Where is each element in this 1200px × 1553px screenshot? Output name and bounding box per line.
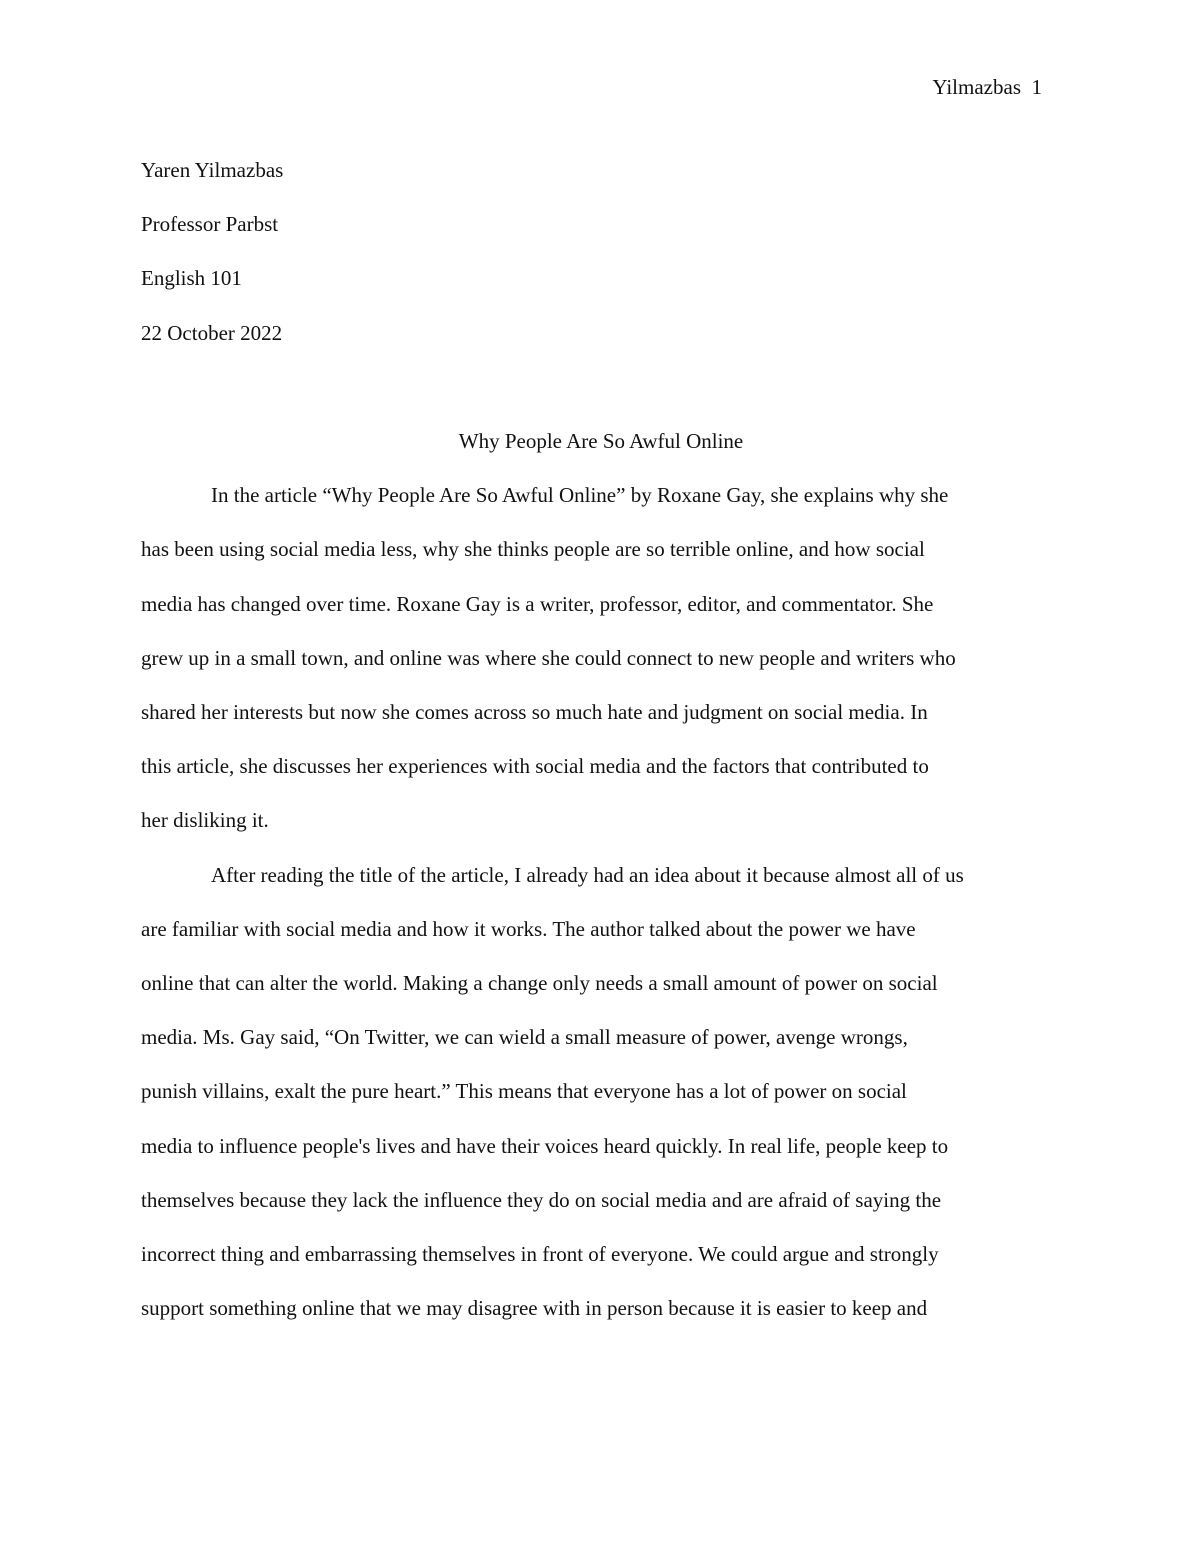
course-name: English 101 <box>141 266 242 291</box>
paragraph-line: media. Ms. Gay said, “On Twitter, we can wield a small measure of power, avenge wrongs, <box>141 1025 908 1050</box>
essay-body <box>141 143 1061 1335</box>
paragraph-line: themselves because they lack the influence they do on social media and are afraid of saying the <box>141 1187 942 1212</box>
student-name: Yaren Yilmazbas <box>141 158 284 182</box>
running-head: Yilmazbas 1 <box>932 75 1042 99</box>
paragraph-2 <box>141 848 1061 1336</box>
paragraph-line: In the article “Why People Are So Awful Online” by Roxane Gay, she explains why she <box>211 483 949 508</box>
paragraph-1 <box>141 468 1061 847</box>
paragraph-line: this article, she discusses her experiences with social media and the factors that contributed to <box>141 754 929 779</box>
essay-date: 22 October 2022 <box>141 320 283 345</box>
paragraph-line: shared her interests but now she comes across so much hate and judgment on social media. In <box>141 700 928 725</box>
paragraph-line: punish villains, exalt the pure heart.” This means that everyone has a lot of power on social <box>141 1079 907 1104</box>
paragraph-line: support something online that we may disagree with in person because it is easier to keep and <box>141 1296 928 1321</box>
paragraph-line: online that can alter the world. Making a change only needs a small amount of power on social <box>141 971 938 996</box>
paragraph-line: are familiar with social media and how it works. The author talked about the power we have <box>141 916 916 941</box>
paragraph-line: her disliking it. <box>141 808 269 833</box>
essay-title: Why People Are So Awful Online <box>458 429 744 453</box>
paragraph-line: media to influence people's lives and have their voices heard quickly. In real life, people keep to <box>141 1133 949 1158</box>
instructor-name: Professor Parbst <box>141 212 279 237</box>
blank-line <box>141 360 1061 414</box>
paragraph-line: media has changed over time. Roxane Gay is a writer, professor, editor, and commentator. She <box>141 591 934 616</box>
paragraph-line: After reading the title of the article, I already had an idea about it because almost all of us <box>211 862 964 887</box>
paragraph-line: grew up in a small town, and online was where she could connect to new people and writers who <box>141 645 956 670</box>
paragraph-line: incorrect thing and embarrassing themselves in front of everyone. We could argue and strongly <box>141 1242 939 1267</box>
paragraph-line: has been using social media less, why she thinks people are so terrible online, and how social <box>141 537 925 562</box>
